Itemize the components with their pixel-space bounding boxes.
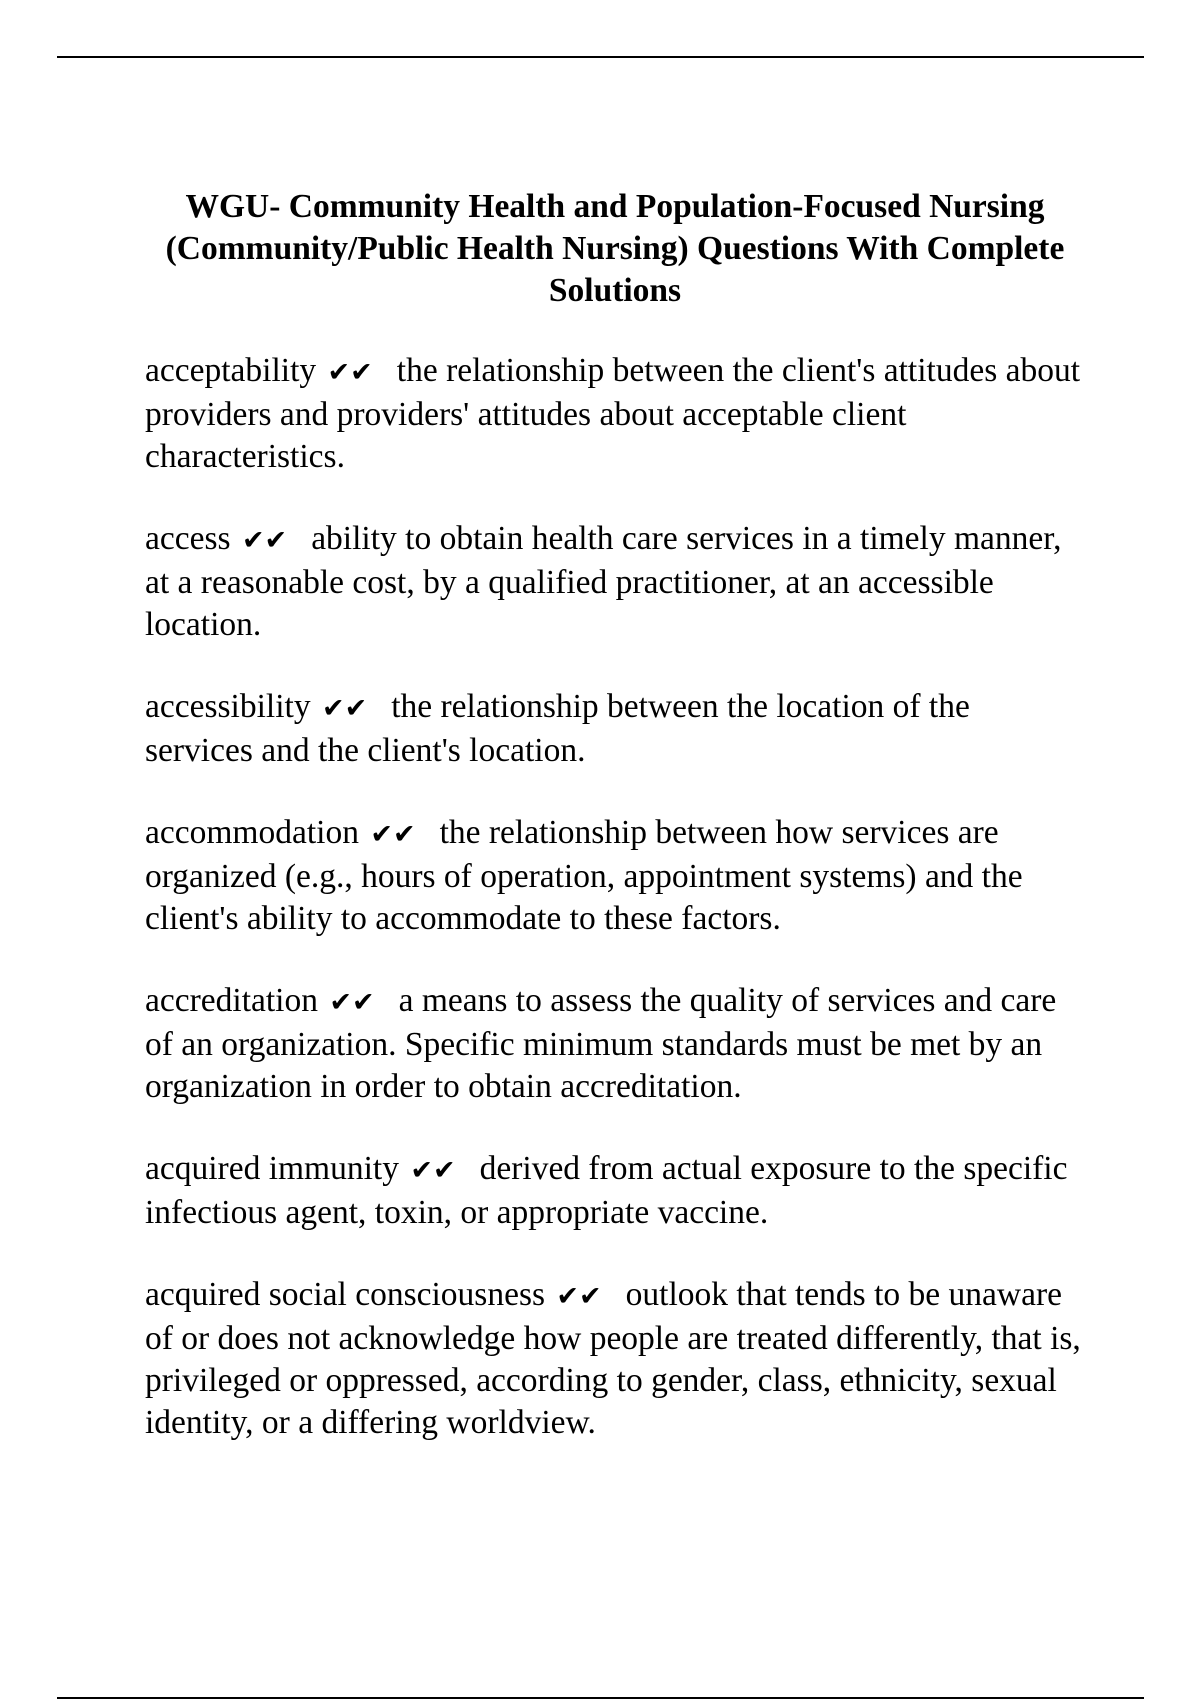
- definition-entry-accommodation: [145, 812, 1085, 940]
- double-check-icon: ✔✔: [329, 987, 375, 1018]
- entry-term: access: [145, 520, 231, 557]
- entry-term: accessibility: [145, 688, 311, 725]
- definition-entry-acquired-social-consciousness: [145, 1274, 1085, 1444]
- definition-entry-access: [145, 518, 1085, 646]
- definition-entry-acquired-immunity: [145, 1148, 1085, 1234]
- double-check-icon: ✔✔: [370, 819, 416, 850]
- entry-definition: derived from actual exposure to the specific infectious agent, toxin, or appropriate vaccine.: [145, 1150, 1068, 1231]
- entry-definition: the relationship between the client's attitudes about providers and providers' attitudes about acceptable client characteristics.: [145, 352, 1081, 475]
- definition-entry-accessibility: [145, 686, 1085, 772]
- entry-definition: outlook that tends to be unaware of or does not acknowledge how people are treated differently, that is, privileged or oppressed, according to gender, class, ethnicity, sexual identity, or a differing worldview.: [145, 1276, 1081, 1441]
- document-title: WGU- Community Health and Population-Focused Nursing (Community/Public Health Nursing) Questions With Complete Solutions: [165, 188, 1065, 309]
- page-content: [145, 186, 1085, 1484]
- entry-definition: the relationship between how services are organized (e.g., hours of operation, appointment systems) and the client's ability to accommodate to these factors.: [145, 814, 1023, 937]
- entry-term: accommodation: [145, 814, 359, 851]
- entry-definition: a means to assess the quality of services and care of an organization. Specific minimum standards must be met by an organization in order to obtain accreditation.: [145, 982, 1057, 1105]
- entry-definition: ability to obtain health care services in a timely manner, at a reasonable cost, by a qualified practitioner, at an accessible location.: [145, 520, 1062, 643]
- top-rule: [57, 56, 1144, 58]
- double-check-icon: ✔✔: [410, 1155, 456, 1186]
- entry-term: acquired social consciousness: [145, 1276, 546, 1313]
- double-check-icon: ✔✔: [327, 357, 373, 388]
- double-check-icon: ✔✔: [241, 525, 288, 556]
- entry-term: accreditation: [145, 982, 318, 1019]
- definition-entry-accreditation: [145, 980, 1085, 1108]
- entry-term: acquired immunity: [145, 1150, 399, 1187]
- entry-term: acceptability: [145, 352, 317, 389]
- double-check-icon: ✔✔: [321, 693, 368, 724]
- bottom-rule: [57, 1697, 1144, 1699]
- definition-entry-acceptability: [145, 350, 1085, 478]
- double-check-icon: ✔✔: [556, 1281, 602, 1312]
- entry-definition: the relationship between the location of the services and the client's location.: [145, 688, 970, 769]
